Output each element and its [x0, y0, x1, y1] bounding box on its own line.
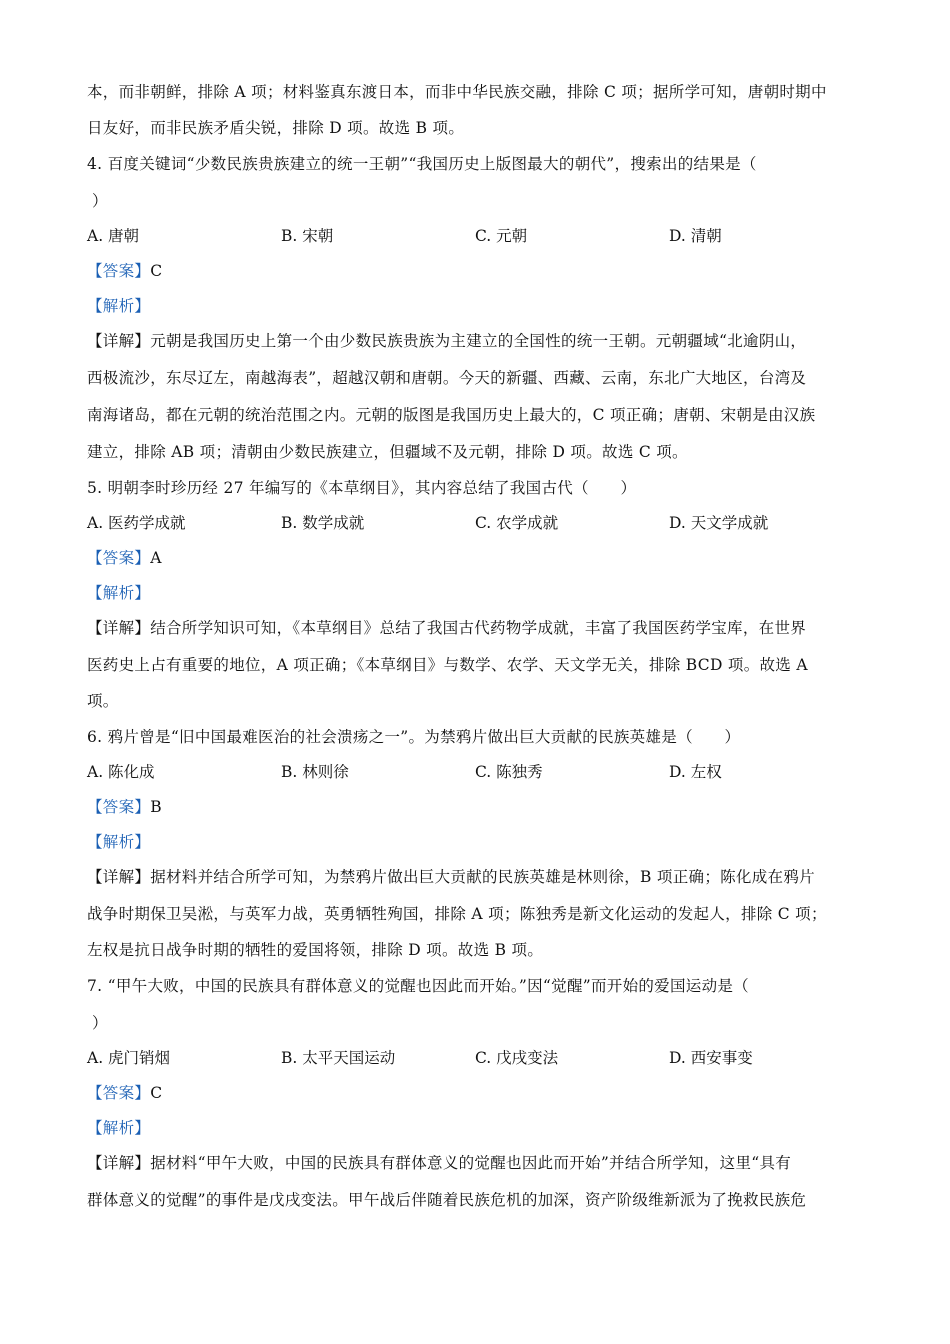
analysis-label: 【解析】	[87, 833, 151, 851]
question-5-option-a: A. 医药学成就	[87, 514, 186, 532]
question-7-option-d: D. 西安事变	[669, 1049, 753, 1067]
question-4-detail-line: 西极流沙，东尽辽左，南越海表”，超越汉朝和唐朝。今天的新疆、西藏、云南，东北广大地区，台湾及	[87, 369, 807, 387]
answer-value: C	[150, 262, 163, 280]
question-6-option-b: B. 林则徐	[281, 763, 349, 781]
question-5-detail-line	[87, 618, 862, 638]
question-6-detail-line: 左权是抗日战争时期的牺牲的爱国将领，排除 D 项。故选 B 项。	[87, 941, 544, 959]
answer-value: B	[150, 798, 162, 816]
question-7-detail-line: 群体意义的觉醒”的事件是戊戌变法。甲午战后伴随着民族危机的加深，资产阶级维新派为了挽救民族危	[87, 1191, 807, 1209]
question-5-stem: 5. 明朝李时珍历经 27 年编写的《本草纲目》，其内容总结了我国古代（ ）	[87, 479, 637, 497]
question-6-option-a: A. 陈化成	[87, 763, 155, 781]
question-5-option-b: B. 数学成就	[281, 514, 365, 532]
detail-label: 【详解】	[87, 1154, 151, 1172]
question-7-answer	[87, 1083, 862, 1103]
question-7-analysis	[87, 1118, 862, 1138]
question-5-answer	[87, 548, 862, 568]
analysis-label: 【解析】	[87, 1119, 151, 1137]
detail-text: 据材料并结合所学可知，为禁鸦片做出巨大贡献的民族英雄是林则徐，B 项正确；陈化成在鸦片	[150, 868, 815, 886]
answer-label: 【答案】	[87, 1084, 151, 1102]
answer-label: 【答案】	[87, 262, 151, 280]
question-6-answer	[87, 797, 862, 817]
question-7-option-b: B. 太平天国运动	[281, 1049, 396, 1067]
question-6-option-c: C. 陈独秀	[475, 763, 543, 781]
question-6-stem: 6. 鸦片曾是“旧中国最难医治的社会溃疡之一”。为禁鸦片做出巨大贡献的民族英雄是（ ）	[87, 728, 741, 746]
detail-label: 【详解】	[87, 332, 151, 350]
detail-text: 元朝是我国历史上第一个由少数民族贵族为主建立的全国性的统一王朝。元朝疆域“北逾阴山，	[150, 332, 807, 350]
analysis-label: 【解析】	[87, 297, 151, 315]
detail-text: 据材料“甲午大败，中国的民族具有群体意义的觉醒也因此而开始”并结合所学知，这里“具有	[150, 1154, 792, 1172]
question-4-detail-line	[87, 331, 862, 351]
answer-label: 【答案】	[87, 798, 151, 816]
question-4-option-c: C. 元朝	[475, 227, 528, 245]
question-7-option-c: C. 戊戌变法	[475, 1049, 559, 1067]
question-4-analysis	[87, 296, 862, 316]
answer-value: A	[150, 549, 162, 567]
question-4-option-b: B. 宋朝	[281, 227, 334, 245]
question-4-stem: 4. 百度关键词“少数民族贵族建立的统一王朝”“我国历史上版图最大的朝代”，搜索出的结果是（	[87, 155, 757, 173]
answer-label: 【答案】	[87, 549, 151, 567]
detail-text: 结合所学知识可知，《本草纲目》总结了我国古代药物学成就，丰富了我国医药学宝库，在世界	[150, 619, 807, 637]
detail-label: 【详解】	[87, 868, 151, 886]
analysis-label: 【解析】	[87, 584, 151, 602]
question-5-detail-line: 项。	[87, 692, 119, 710]
question-5-detail-line: 医药史上占有重要的地位，A 项正确；《本草纲目》与数学、农学、天文学无关，排除 BCD 项。故选 A	[87, 656, 808, 674]
question-5-analysis	[87, 583, 862, 603]
detail-label: 【详解】	[87, 619, 151, 637]
question-4-detail-line: 建立，排除 AB 项；清朝由少数民族建立，但疆域不及元朝，排除 D 项。故选 C 项。	[87, 443, 688, 461]
question-4-answer	[87, 261, 862, 281]
answer-value: C	[150, 1084, 163, 1102]
question-6-detail-line: 战争时期保卫吴淞，与英军力战，英勇牺牲殉国，排除 A 项；陈独秀是新文化运动的发起人，排除 C 项；	[87, 905, 827, 923]
text-line: 日友好，而非民族矛盾尖锐，排除 D 项。故选 B 项。	[87, 119, 465, 137]
question-6-detail-line	[87, 867, 862, 887]
question-6-analysis	[87, 832, 862, 852]
question-7-stem-end: ）	[92, 1014, 108, 1032]
question-6-option-d: D. 左权	[669, 763, 722, 781]
question-5-option-d: D. 天文学成就	[669, 514, 769, 532]
question-4-stem-end: ）	[92, 192, 108, 210]
question-7-stem: 7. “甲午大败，中国的民族具有群体意义的觉醒也因此而开始。”因“觉醒”而开始的爱国运动是（	[87, 977, 749, 995]
text-line: 本，而非朝鲜，排除 A 项；材料鉴真东渡日本，而非中华民族交融，排除 C 项；据所学可知，唐朝时期中	[87, 83, 827, 101]
question-4-option-a: A. 唐朝	[87, 227, 140, 245]
question-7-option-a: A. 虎门销烟	[87, 1049, 171, 1067]
question-4-detail-line: 南海诸岛，都在元朝的统治范围之内。元朝的版图是我国历史上最大的，C 项正确；唐朝、宋朝是由汉族	[87, 406, 816, 424]
question-4-option-d: D. 清朝	[669, 227, 722, 245]
question-7-detail-line	[87, 1153, 862, 1173]
question-5-option-c: C. 农学成就	[475, 514, 559, 532]
